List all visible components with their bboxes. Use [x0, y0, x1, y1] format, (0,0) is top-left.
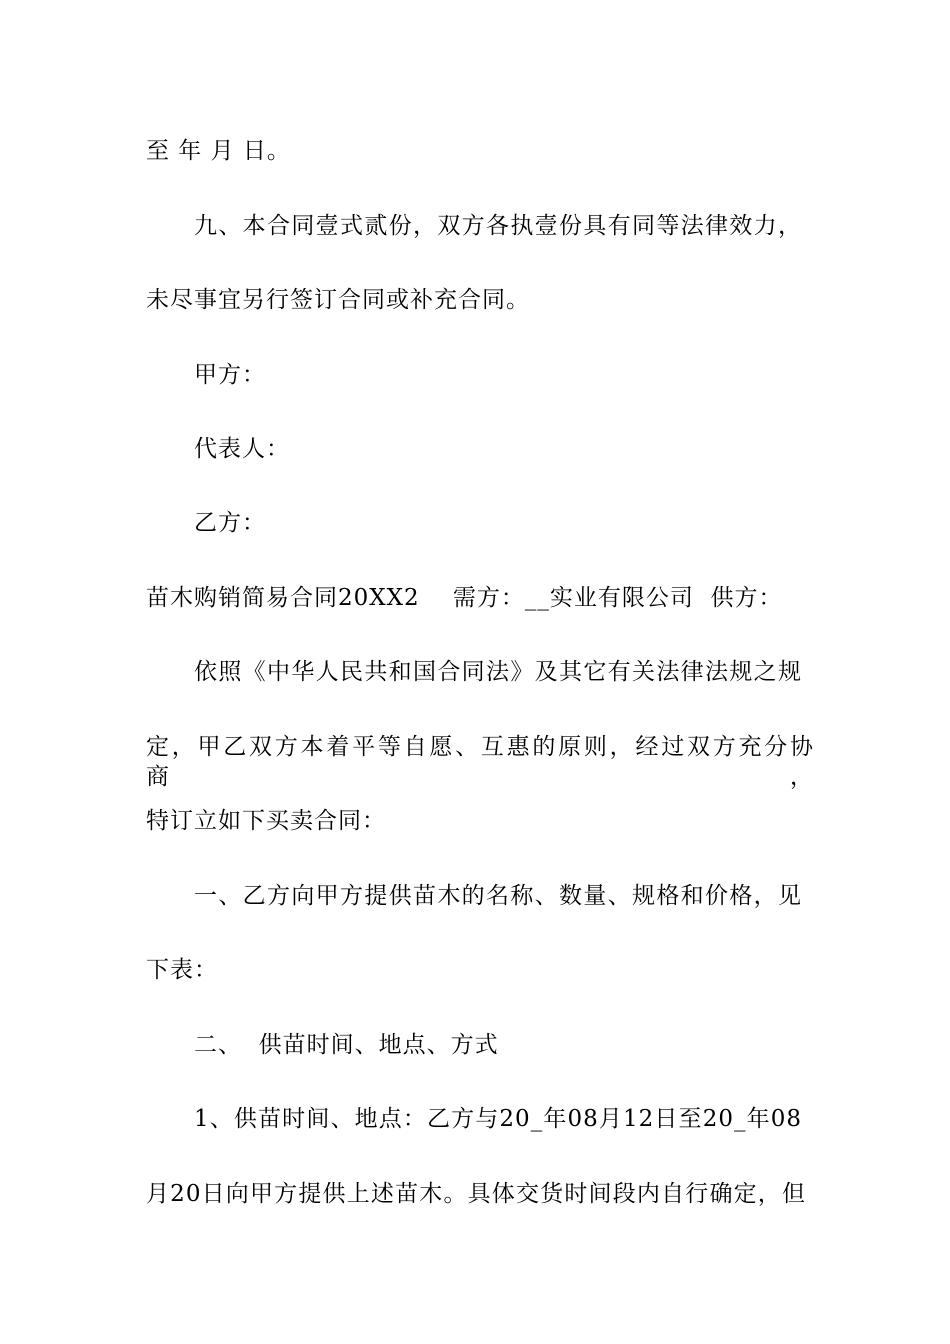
text-line-contract-title: 苗木购销简易合同20XX2 需方：__实业有限公司 供方：	[146, 585, 783, 611]
text-line-supply-time-part-1: 1、供苗时间、地点：乙方与20_年08月12日至20_年08	[194, 1106, 802, 1132]
text-line-representative: 代表人：	[194, 436, 290, 462]
text-line-intro-part-3: 特订立如下买卖合同：	[146, 808, 386, 834]
text-line-clause-2-heading: 二、 供苗时间、地点、方式	[194, 1032, 499, 1058]
text-line-clause-9-part-1: 九、本合同壹式贰份，双方各执壹份具有同等法律效力，	[194, 213, 802, 239]
text-line-party-b: 乙方：	[194, 510, 266, 536]
text-line-intro-part-1: 依照《中华人民共和国合同法》及其它有关法律法规之规	[194, 659, 802, 685]
text-line-intro-part-2: 定，甲乙双方本着平等自愿、互惠的原则，经过双方充分协商，	[146, 734, 814, 790]
text-line-date: 至 年 月 日。	[146, 138, 291, 164]
text-line-party-a: 甲方：	[194, 362, 266, 388]
text-line-clause-1-part-2: 下表：	[146, 957, 218, 983]
text-line-supply-time-part-2: 月20日向甲方提供上述苗木。具体交货时间段内自行确定，但	[146, 1181, 806, 1207]
text-line-clause-1-part-1: 一、乙方向甲方提供苗木的名称、数量、规格和价格，见	[194, 883, 802, 909]
text-line-clause-9-part-2: 未尽事宜另行签订合同或补充合同。	[146, 287, 530, 313]
